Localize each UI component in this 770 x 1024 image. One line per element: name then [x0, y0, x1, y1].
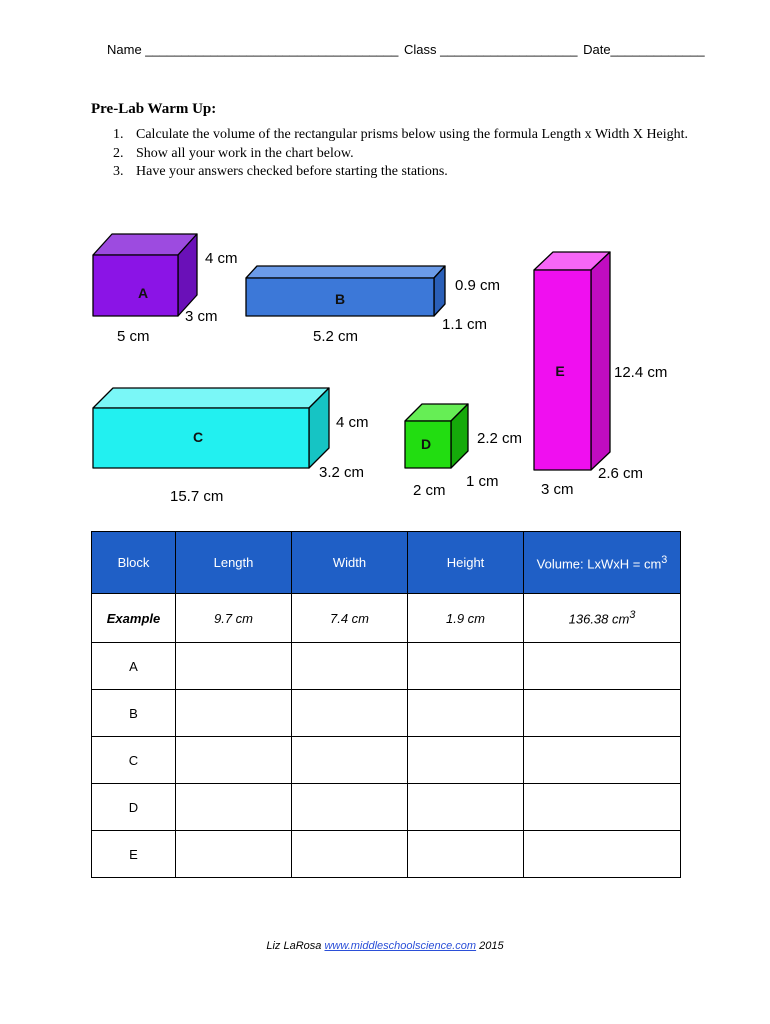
cell-length[interactable]: [176, 831, 292, 878]
prism-e-side: [591, 252, 610, 470]
footer-year: 2015: [479, 940, 504, 952]
prism-c-width: 3.2 cm: [319, 464, 365, 481]
prism-a: [93, 234, 238, 345]
header-volume-sup: 3: [661, 553, 668, 566]
prism-b-width: 1.1 cm: [442, 316, 488, 333]
prism-a-length: 5 cm: [117, 328, 150, 345]
cell-volume[interactable]: [524, 737, 681, 784]
cell-length: 9.7 cm: [176, 594, 292, 643]
prism-c-height: 4 cm: [336, 414, 369, 431]
cell-volume: [524, 594, 681, 643]
prism-a-width: 3 cm: [185, 308, 218, 325]
cell-volume-text: 136.38 cm: [568, 611, 630, 627]
footer-link[interactable]: www.middleschoolscience.com: [324, 940, 477, 952]
instructions-list: [91, 126, 691, 182]
instruction-text: Have your answers checked before starting the stations.: [136, 164, 448, 179]
cell-width[interactable]: [292, 737, 408, 784]
prism-c-length: 15.7 cm: [170, 488, 224, 505]
prism-d: [405, 404, 522, 499]
table-row: [92, 784, 681, 831]
cell-block: C: [92, 737, 176, 784]
cell-block: Example: [92, 594, 176, 643]
footer: [0, 940, 770, 952]
table-row: [92, 690, 681, 737]
prism-c-top: [93, 388, 329, 408]
prism-b: [246, 266, 500, 345]
instruction-number: 1.: [113, 127, 124, 142]
footer-author: Liz LaRosa: [266, 940, 322, 952]
table-row: [92, 737, 681, 784]
instruction-number: 3.: [113, 164, 124, 179]
cell-length[interactable]: [176, 784, 292, 831]
cell-volume-sup: 3: [629, 609, 636, 622]
cell-height: 1.9 cm: [408, 594, 524, 643]
prism-b-length: 5.2 cm: [313, 328, 359, 345]
prism-b-top: [246, 266, 445, 278]
cell-block: E: [92, 831, 176, 878]
cell-height[interactable]: [408, 784, 524, 831]
class-field[interactable]: Class ___________________: [403, 42, 578, 57]
prism-b-height: 0.9 cm: [455, 277, 501, 294]
name-field[interactable]: Name ___________________________________: [107, 42, 399, 57]
prism-c: [93, 388, 369, 505]
volume-chart: [91, 531, 681, 878]
prism-c-label: C: [192, 429, 204, 445]
cell-length[interactable]: [176, 643, 292, 690]
cell-height[interactable]: [408, 737, 524, 784]
table-row-example: [92, 594, 681, 643]
instruction-number: 2.: [113, 145, 124, 161]
prism-b-label: B: [334, 291, 346, 307]
cell-block: A: [92, 643, 176, 690]
cell-volume[interactable]: [524, 831, 681, 878]
cell-height[interactable]: [408, 831, 524, 878]
prism-a-front: [93, 255, 178, 316]
cell-width[interactable]: [292, 643, 408, 690]
instruction-item: [91, 126, 691, 145]
header-length: Length: [176, 532, 292, 594]
table-header-row: [92, 532, 681, 594]
cell-length[interactable]: [176, 737, 292, 784]
header-volume: [524, 532, 681, 594]
header-width: Width: [292, 532, 408, 594]
prism-e-width: 2.6 cm: [598, 465, 644, 482]
prism-a-label: A: [137, 285, 149, 301]
cell-width[interactable]: [292, 690, 408, 737]
cell-volume[interactable]: [524, 643, 681, 690]
prism-d-label: D: [420, 436, 432, 452]
cell-height[interactable]: [408, 643, 524, 690]
prism-d-height: 2.2 cm: [477, 430, 523, 447]
date-field[interactable]: Date_____________: [583, 42, 705, 57]
cell-volume[interactable]: [524, 690, 681, 737]
prism-a-height: 4 cm: [205, 250, 238, 267]
cell-width: 7.4 cm: [292, 594, 408, 643]
section-title: Pre-Lab Warm Up:: [91, 101, 217, 117]
table-row: [92, 831, 681, 878]
cell-height[interactable]: [408, 690, 524, 737]
header-height: Height: [408, 532, 524, 594]
prisms-diagram: [0, 220, 770, 520]
header-block: Block: [92, 532, 176, 594]
instruction-item: [91, 145, 691, 164]
cell-width[interactable]: [292, 784, 408, 831]
cell-width[interactable]: [292, 831, 408, 878]
name-class-date-line: [107, 42, 705, 57]
instruction-text: Show all your work in the chart below.: [136, 145, 354, 161]
prism-e: [534, 252, 667, 498]
table-row: [92, 643, 681, 690]
prism-d-width: 1 cm: [466, 473, 499, 490]
cell-length[interactable]: [176, 690, 292, 737]
prism-e-height: 12.4 cm: [614, 364, 668, 381]
prism-e-label: E: [555, 363, 565, 379]
cell-block: B: [92, 690, 176, 737]
prism-d-length: 2 cm: [413, 482, 446, 499]
prism-e-length: 3 cm: [541, 481, 574, 498]
header-volume-text: Volume: LxWxH = cm: [536, 556, 662, 572]
cell-block: D: [92, 784, 176, 831]
instruction-text: Calculate the volume of the rectangular prisms below using the formula Length x Width X Height.: [136, 127, 689, 142]
cell-volume[interactable]: [524, 784, 681, 831]
instruction-item: [91, 163, 691, 182]
